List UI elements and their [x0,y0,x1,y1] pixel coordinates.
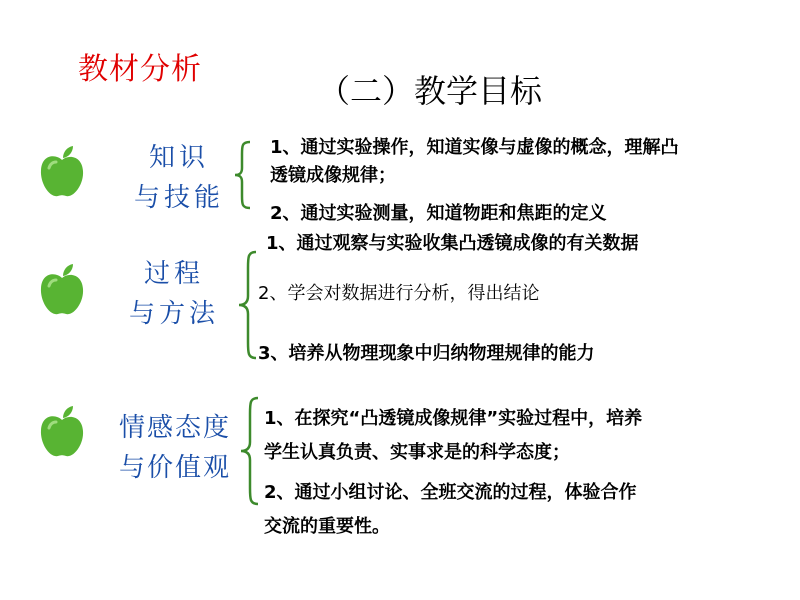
item-line: 3、培养从物理现象中归纳物理规律的能力 [258,343,595,364]
list-item [270,200,790,228]
list-item [270,134,790,190]
category-line-1: 情感态度 [118,413,231,443]
list-item [264,402,784,470]
item-line: 2、通过实验测量，知道物距和焦距的定义 [270,203,607,224]
category-line-1: 过程 [143,259,204,289]
category-attitude-values [108,408,242,488]
item-line: 学生认真负责、实事求是的科学态度； [264,442,570,463]
list-item [266,230,786,258]
section-attitude [36,404,88,464]
category-line-2: 与技能 [133,183,224,213]
category-process-methods [124,254,224,334]
brace-icon [232,140,254,210]
brace-icon [238,396,262,506]
apple-icon [36,144,88,200]
category-knowledge-skills [128,138,230,218]
section-knowledge [36,144,88,204]
apple-icon [36,404,88,460]
brace-icon [236,250,260,360]
list-item [264,476,784,544]
item-line: 2、通过小组讨论、全班交流的过程，体验合作 [264,482,637,503]
page-title: （二）教学目标 [318,72,543,110]
list-item [258,340,778,368]
item-line: 透镜成像规律； [270,165,396,186]
category-line-1: 知识 [148,143,209,173]
apple-icon [36,262,88,318]
corner-title: 教材分析 [78,52,202,87]
item-line: 交流的重要性。 [264,516,390,537]
item-line: 1、通过实验操作，知道实像与虚像的概念，理解凸 [270,137,679,158]
section-process [36,262,88,322]
item-line: 1、通过观察与实验收集凸透镜成像的有关数据 [266,233,639,254]
category-line-2: 与价值观 [118,453,231,483]
category-line-2: 与方法 [128,299,219,329]
list-item [258,280,778,308]
item-line: 2、学会对数据进行分析，得出结论 [258,283,540,304]
item-line: 1、在探究“凸透镜成像规律”实验过程中，培养 [264,408,643,429]
